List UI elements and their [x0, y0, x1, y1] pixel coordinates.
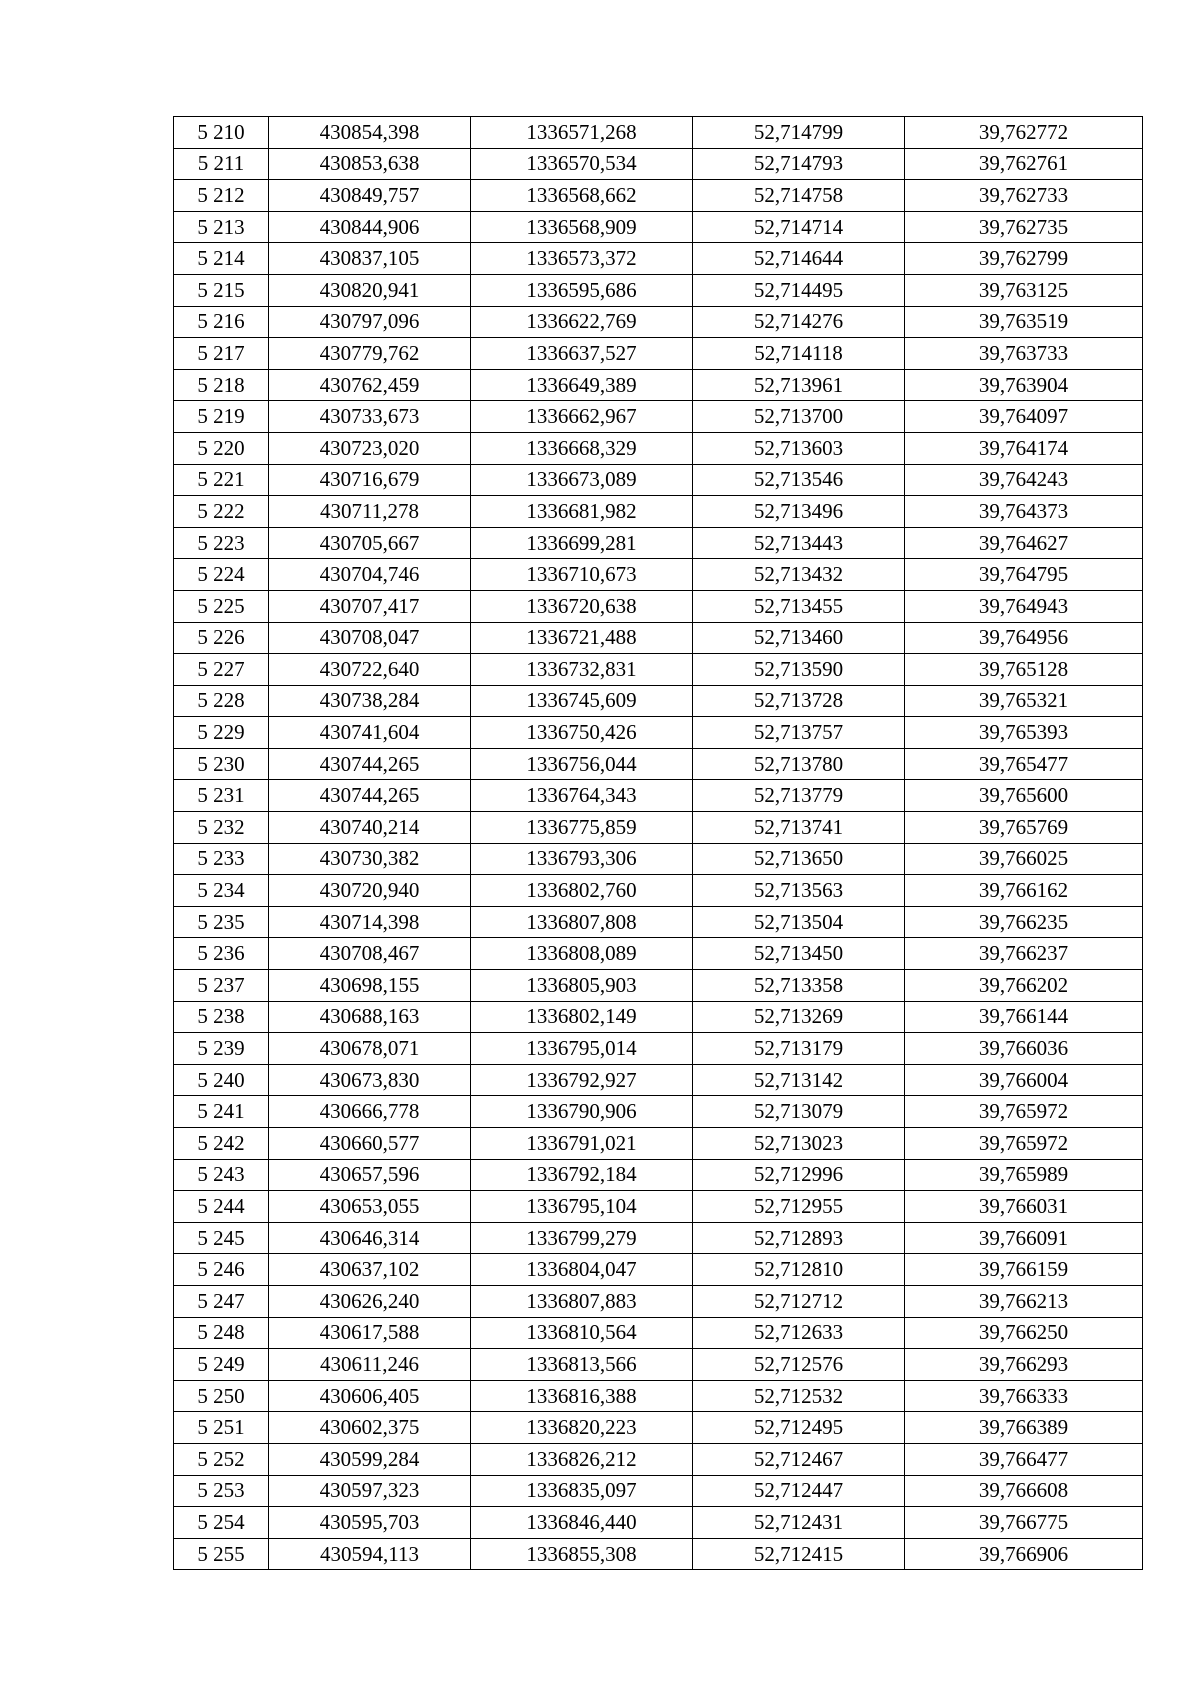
table-row	[174, 1033, 1143, 1065]
table-row	[174, 748, 1143, 780]
longitude-cell: 39,766004	[905, 1064, 1143, 1096]
table-row	[174, 148, 1143, 180]
y-coordinate-cell: 1336807,883	[471, 1285, 693, 1317]
x-coordinate-cell: 430730,382	[269, 843, 471, 875]
y-coordinate-cell: 1336764,343	[471, 780, 693, 812]
table-row	[174, 1128, 1143, 1160]
latitude-cell: 52,713563	[693, 875, 905, 907]
x-coordinate-cell: 430849,757	[269, 180, 471, 212]
latitude-cell: 52,713728	[693, 685, 905, 717]
x-coordinate-cell: 430606,405	[269, 1380, 471, 1412]
x-coordinate-cell: 430646,314	[269, 1222, 471, 1254]
y-coordinate-cell: 1336802,760	[471, 875, 693, 907]
x-coordinate-cell: 430637,102	[269, 1254, 471, 1286]
latitude-cell: 52,713741	[693, 812, 905, 844]
latitude-cell: 52,713023	[693, 1128, 905, 1160]
longitude-cell: 39,766036	[905, 1033, 1143, 1065]
latitude-cell: 52,712633	[693, 1317, 905, 1349]
latitude-cell: 52,712712	[693, 1285, 905, 1317]
longitude-cell: 39,765972	[905, 1128, 1143, 1160]
longitude-cell: 39,764174	[905, 432, 1143, 464]
x-coordinate-cell: 430602,375	[269, 1412, 471, 1444]
x-coordinate-cell: 430738,284	[269, 685, 471, 717]
table-row	[174, 338, 1143, 370]
y-coordinate-cell: 1336792,927	[471, 1064, 693, 1096]
table-row	[174, 1159, 1143, 1191]
longitude-cell: 39,766293	[905, 1349, 1143, 1381]
point-number-cell: 5 233	[174, 843, 269, 875]
longitude-cell: 39,766202	[905, 970, 1143, 1002]
point-number-cell: 5 222	[174, 496, 269, 528]
latitude-cell: 52,713443	[693, 527, 905, 559]
table-row	[174, 906, 1143, 938]
longitude-cell: 39,765393	[905, 717, 1143, 749]
x-coordinate-cell: 430594,113	[269, 1538, 471, 1570]
longitude-cell: 39,763125	[905, 274, 1143, 306]
y-coordinate-cell: 1336805,903	[471, 970, 693, 1002]
longitude-cell: 39,766031	[905, 1191, 1143, 1223]
table-row	[174, 1380, 1143, 1412]
x-coordinate-cell: 430820,941	[269, 274, 471, 306]
table-row	[174, 938, 1143, 970]
x-coordinate-cell: 430711,278	[269, 496, 471, 528]
y-coordinate-cell: 1336595,686	[471, 274, 693, 306]
y-coordinate-cell: 1336799,279	[471, 1222, 693, 1254]
table-row	[174, 211, 1143, 243]
point-number-cell: 5 253	[174, 1475, 269, 1507]
y-coordinate-cell: 1336721,488	[471, 622, 693, 654]
table-row	[174, 496, 1143, 528]
longitude-cell: 39,765769	[905, 812, 1143, 844]
longitude-cell: 39,764243	[905, 464, 1143, 496]
latitude-cell: 52,712495	[693, 1412, 905, 1444]
x-coordinate-cell: 430714,398	[269, 906, 471, 938]
table-row	[174, 1475, 1143, 1507]
x-coordinate-cell: 430744,265	[269, 748, 471, 780]
point-number-cell: 5 221	[174, 464, 269, 496]
table-row	[174, 243, 1143, 275]
longitude-cell: 39,762772	[905, 117, 1143, 149]
y-coordinate-cell: 1336673,089	[471, 464, 693, 496]
latitude-cell: 52,714714	[693, 211, 905, 243]
latitude-cell: 52,712467	[693, 1443, 905, 1475]
table-row	[174, 622, 1143, 654]
point-number-cell: 5 243	[174, 1159, 269, 1191]
latitude-cell: 52,714118	[693, 338, 905, 370]
point-number-cell: 5 230	[174, 748, 269, 780]
y-coordinate-cell: 1336793,306	[471, 843, 693, 875]
latitude-cell: 52,713700	[693, 401, 905, 433]
point-number-cell: 5 214	[174, 243, 269, 275]
x-coordinate-cell: 430653,055	[269, 1191, 471, 1223]
table-row	[174, 1285, 1143, 1317]
table-row	[174, 401, 1143, 433]
x-coordinate-cell: 430723,020	[269, 432, 471, 464]
y-coordinate-cell: 1336570,534	[471, 148, 693, 180]
table-row	[174, 1096, 1143, 1128]
y-coordinate-cell: 1336792,184	[471, 1159, 693, 1191]
x-coordinate-cell: 430597,323	[269, 1475, 471, 1507]
x-coordinate-cell: 430744,265	[269, 780, 471, 812]
y-coordinate-cell: 1336807,808	[471, 906, 693, 938]
y-coordinate-cell: 1336637,527	[471, 338, 693, 370]
x-coordinate-cell: 430704,746	[269, 559, 471, 591]
point-number-cell: 5 229	[174, 717, 269, 749]
point-number-cell: 5 231	[174, 780, 269, 812]
longitude-cell: 39,766144	[905, 1001, 1143, 1033]
table-row	[174, 685, 1143, 717]
longitude-cell: 39,766025	[905, 843, 1143, 875]
point-number-cell: 5 244	[174, 1191, 269, 1223]
y-coordinate-cell: 1336813,566	[471, 1349, 693, 1381]
y-coordinate-cell: 1336571,268	[471, 117, 693, 149]
y-coordinate-cell: 1336662,967	[471, 401, 693, 433]
table-row	[174, 1001, 1143, 1033]
latitude-cell: 52,713496	[693, 496, 905, 528]
table-row	[174, 274, 1143, 306]
latitude-cell: 52,713757	[693, 717, 905, 749]
table-row	[174, 654, 1143, 686]
x-coordinate-cell: 430740,214	[269, 812, 471, 844]
point-number-cell: 5 212	[174, 180, 269, 212]
point-number-cell: 5 240	[174, 1064, 269, 1096]
y-coordinate-cell: 1336775,859	[471, 812, 693, 844]
longitude-cell: 39,763519	[905, 306, 1143, 338]
x-coordinate-cell: 430707,417	[269, 590, 471, 622]
table-row	[174, 432, 1143, 464]
table-row	[174, 369, 1143, 401]
longitude-cell: 39,764627	[905, 527, 1143, 559]
y-coordinate-cell: 1336732,831	[471, 654, 693, 686]
x-coordinate-cell: 430611,246	[269, 1349, 471, 1381]
y-coordinate-cell: 1336720,638	[471, 590, 693, 622]
x-coordinate-cell: 430688,163	[269, 1001, 471, 1033]
y-coordinate-cell: 1336568,662	[471, 180, 693, 212]
table-row	[174, 717, 1143, 749]
latitude-cell: 52,714276	[693, 306, 905, 338]
longitude-cell: 39,766389	[905, 1412, 1143, 1444]
coordinates-table-body	[174, 117, 1143, 1570]
latitude-cell: 52,712810	[693, 1254, 905, 1286]
longitude-cell: 39,766608	[905, 1475, 1143, 1507]
longitude-cell: 39,766775	[905, 1507, 1143, 1539]
longitude-cell: 39,765972	[905, 1096, 1143, 1128]
x-coordinate-cell: 430617,588	[269, 1317, 471, 1349]
point-number-cell: 5 210	[174, 117, 269, 149]
y-coordinate-cell: 1336855,308	[471, 1538, 693, 1570]
latitude-cell: 52,713179	[693, 1033, 905, 1065]
latitude-cell: 52,712431	[693, 1507, 905, 1539]
x-coordinate-cell: 430741,604	[269, 717, 471, 749]
longitude-cell: 39,763733	[905, 338, 1143, 370]
y-coordinate-cell: 1336756,044	[471, 748, 693, 780]
latitude-cell: 52,714758	[693, 180, 905, 212]
point-number-cell: 5 251	[174, 1412, 269, 1444]
x-coordinate-cell: 430720,940	[269, 875, 471, 907]
point-number-cell: 5 218	[174, 369, 269, 401]
point-number-cell: 5 242	[174, 1128, 269, 1160]
point-number-cell: 5 223	[174, 527, 269, 559]
longitude-cell: 39,764956	[905, 622, 1143, 654]
longitude-cell: 39,765128	[905, 654, 1143, 686]
point-number-cell: 5 213	[174, 211, 269, 243]
y-coordinate-cell: 1336699,281	[471, 527, 693, 559]
longitude-cell: 39,766333	[905, 1380, 1143, 1412]
x-coordinate-cell: 430626,240	[269, 1285, 471, 1317]
longitude-cell: 39,764097	[905, 401, 1143, 433]
table-row	[174, 780, 1143, 812]
y-coordinate-cell: 1336820,223	[471, 1412, 693, 1444]
longitude-cell: 39,766235	[905, 906, 1143, 938]
x-coordinate-cell: 430797,096	[269, 306, 471, 338]
point-number-cell: 5 232	[174, 812, 269, 844]
y-coordinate-cell: 1336795,104	[471, 1191, 693, 1223]
table-row	[174, 812, 1143, 844]
point-number-cell: 5 248	[174, 1317, 269, 1349]
longitude-cell: 39,765600	[905, 780, 1143, 812]
latitude-cell: 52,713546	[693, 464, 905, 496]
point-number-cell: 5 219	[174, 401, 269, 433]
x-coordinate-cell: 430837,105	[269, 243, 471, 275]
latitude-cell: 52,713650	[693, 843, 905, 875]
y-coordinate-cell: 1336835,097	[471, 1475, 693, 1507]
table-row	[174, 970, 1143, 1002]
longitude-cell: 39,765477	[905, 748, 1143, 780]
y-coordinate-cell: 1336750,426	[471, 717, 693, 749]
point-number-cell: 5 241	[174, 1096, 269, 1128]
table-row	[174, 1443, 1143, 1475]
longitude-cell: 39,764373	[905, 496, 1143, 528]
table-row	[174, 180, 1143, 212]
point-number-cell: 5 225	[174, 590, 269, 622]
latitude-cell: 52,713603	[693, 432, 905, 464]
longitude-cell: 39,766237	[905, 938, 1143, 970]
x-coordinate-cell: 430722,640	[269, 654, 471, 686]
latitude-cell: 52,713460	[693, 622, 905, 654]
point-number-cell: 5 250	[174, 1380, 269, 1412]
longitude-cell: 39,766091	[905, 1222, 1143, 1254]
y-coordinate-cell: 1336791,021	[471, 1128, 693, 1160]
table-row	[174, 1064, 1143, 1096]
y-coordinate-cell: 1336790,906	[471, 1096, 693, 1128]
longitude-cell: 39,766906	[905, 1538, 1143, 1570]
longitude-cell: 39,764795	[905, 559, 1143, 591]
y-coordinate-cell: 1336745,609	[471, 685, 693, 717]
longitude-cell: 39,766213	[905, 1285, 1143, 1317]
latitude-cell: 52,714644	[693, 243, 905, 275]
longitude-cell: 39,766250	[905, 1317, 1143, 1349]
latitude-cell: 52,713590	[693, 654, 905, 686]
point-number-cell: 5 226	[174, 622, 269, 654]
y-coordinate-cell: 1336568,909	[471, 211, 693, 243]
longitude-cell: 39,766159	[905, 1254, 1143, 1286]
x-coordinate-cell: 430779,762	[269, 338, 471, 370]
x-coordinate-cell: 430705,667	[269, 527, 471, 559]
x-coordinate-cell: 430854,398	[269, 117, 471, 149]
latitude-cell: 52,712576	[693, 1349, 905, 1381]
x-coordinate-cell: 430595,703	[269, 1507, 471, 1539]
x-coordinate-cell: 430599,284	[269, 1443, 471, 1475]
y-coordinate-cell: 1336668,329	[471, 432, 693, 464]
point-number-cell: 5 237	[174, 970, 269, 1002]
longitude-cell: 39,765321	[905, 685, 1143, 717]
point-number-cell: 5 252	[174, 1443, 269, 1475]
point-number-cell: 5 220	[174, 432, 269, 464]
latitude-cell: 52,713455	[693, 590, 905, 622]
x-coordinate-cell: 430660,577	[269, 1128, 471, 1160]
x-coordinate-cell: 430716,679	[269, 464, 471, 496]
longitude-cell: 39,766477	[905, 1443, 1143, 1475]
latitude-cell: 52,713450	[693, 938, 905, 970]
point-number-cell: 5 236	[174, 938, 269, 970]
point-number-cell: 5 249	[174, 1349, 269, 1381]
table-row	[174, 1349, 1143, 1381]
point-number-cell: 5 227	[174, 654, 269, 686]
y-coordinate-cell: 1336816,388	[471, 1380, 693, 1412]
x-coordinate-cell: 430657,596	[269, 1159, 471, 1191]
y-coordinate-cell: 1336710,673	[471, 559, 693, 591]
point-number-cell: 5 235	[174, 906, 269, 938]
point-number-cell: 5 254	[174, 1507, 269, 1539]
table-row	[174, 843, 1143, 875]
latitude-cell: 52,712532	[693, 1380, 905, 1412]
y-coordinate-cell: 1336826,212	[471, 1443, 693, 1475]
longitude-cell: 39,764943	[905, 590, 1143, 622]
point-number-cell: 5 245	[174, 1222, 269, 1254]
point-number-cell: 5 246	[174, 1254, 269, 1286]
table-row	[174, 1317, 1143, 1349]
latitude-cell: 52,712955	[693, 1191, 905, 1223]
latitude-cell: 52,712415	[693, 1538, 905, 1570]
latitude-cell: 52,713142	[693, 1064, 905, 1096]
y-coordinate-cell: 1336846,440	[471, 1507, 693, 1539]
x-coordinate-cell: 430733,673	[269, 401, 471, 433]
latitude-cell: 52,712893	[693, 1222, 905, 1254]
longitude-cell: 39,762761	[905, 148, 1143, 180]
point-number-cell: 5 255	[174, 1538, 269, 1570]
y-coordinate-cell: 1336622,769	[471, 306, 693, 338]
table-row	[174, 1222, 1143, 1254]
table-row	[174, 306, 1143, 338]
point-number-cell: 5 215	[174, 274, 269, 306]
latitude-cell: 52,712996	[693, 1159, 905, 1191]
latitude-cell: 52,714495	[693, 274, 905, 306]
point-number-cell: 5 217	[174, 338, 269, 370]
longitude-cell: 39,763904	[905, 369, 1143, 401]
table-row	[174, 875, 1143, 907]
table-row	[174, 559, 1143, 591]
x-coordinate-cell: 430708,047	[269, 622, 471, 654]
coordinates-table	[173, 116, 1143, 1570]
table-row	[174, 590, 1143, 622]
y-coordinate-cell: 1336804,047	[471, 1254, 693, 1286]
point-number-cell: 5 228	[174, 685, 269, 717]
latitude-cell: 52,713780	[693, 748, 905, 780]
latitude-cell: 52,713358	[693, 970, 905, 1002]
y-coordinate-cell: 1336795,014	[471, 1033, 693, 1065]
y-coordinate-cell: 1336810,564	[471, 1317, 693, 1349]
table-row	[174, 1412, 1143, 1444]
x-coordinate-cell: 430678,071	[269, 1033, 471, 1065]
table-row	[174, 117, 1143, 149]
latitude-cell: 52,714799	[693, 117, 905, 149]
y-coordinate-cell: 1336802,149	[471, 1001, 693, 1033]
x-coordinate-cell: 430666,778	[269, 1096, 471, 1128]
point-number-cell: 5 224	[174, 559, 269, 591]
latitude-cell: 52,713504	[693, 906, 905, 938]
table-row	[174, 1538, 1143, 1570]
latitude-cell: 52,713961	[693, 369, 905, 401]
point-number-cell: 5 238	[174, 1001, 269, 1033]
table-row	[174, 464, 1143, 496]
table-row	[174, 1254, 1143, 1286]
point-number-cell: 5 239	[174, 1033, 269, 1065]
point-number-cell: 5 216	[174, 306, 269, 338]
point-number-cell: 5 211	[174, 148, 269, 180]
y-coordinate-cell: 1336649,389	[471, 369, 693, 401]
x-coordinate-cell: 430673,830	[269, 1064, 471, 1096]
latitude-cell: 52,713432	[693, 559, 905, 591]
longitude-cell: 39,766162	[905, 875, 1143, 907]
table-row	[174, 1191, 1143, 1223]
latitude-cell: 52,713779	[693, 780, 905, 812]
x-coordinate-cell: 430708,467	[269, 938, 471, 970]
y-coordinate-cell: 1336808,089	[471, 938, 693, 970]
point-number-cell: 5 234	[174, 875, 269, 907]
latitude-cell: 52,713269	[693, 1001, 905, 1033]
x-coordinate-cell: 430853,638	[269, 148, 471, 180]
latitude-cell: 52,714793	[693, 148, 905, 180]
longitude-cell: 39,762735	[905, 211, 1143, 243]
y-coordinate-cell: 1336681,982	[471, 496, 693, 528]
table-row	[174, 1507, 1143, 1539]
longitude-cell: 39,762733	[905, 180, 1143, 212]
x-coordinate-cell: 430698,155	[269, 970, 471, 1002]
longitude-cell: 39,762799	[905, 243, 1143, 275]
y-coordinate-cell: 1336573,372	[471, 243, 693, 275]
x-coordinate-cell: 430762,459	[269, 369, 471, 401]
latitude-cell: 52,712447	[693, 1475, 905, 1507]
point-number-cell: 5 247	[174, 1285, 269, 1317]
x-coordinate-cell: 430844,906	[269, 211, 471, 243]
table-row	[174, 527, 1143, 559]
latitude-cell: 52,713079	[693, 1096, 905, 1128]
longitude-cell: 39,765989	[905, 1159, 1143, 1191]
